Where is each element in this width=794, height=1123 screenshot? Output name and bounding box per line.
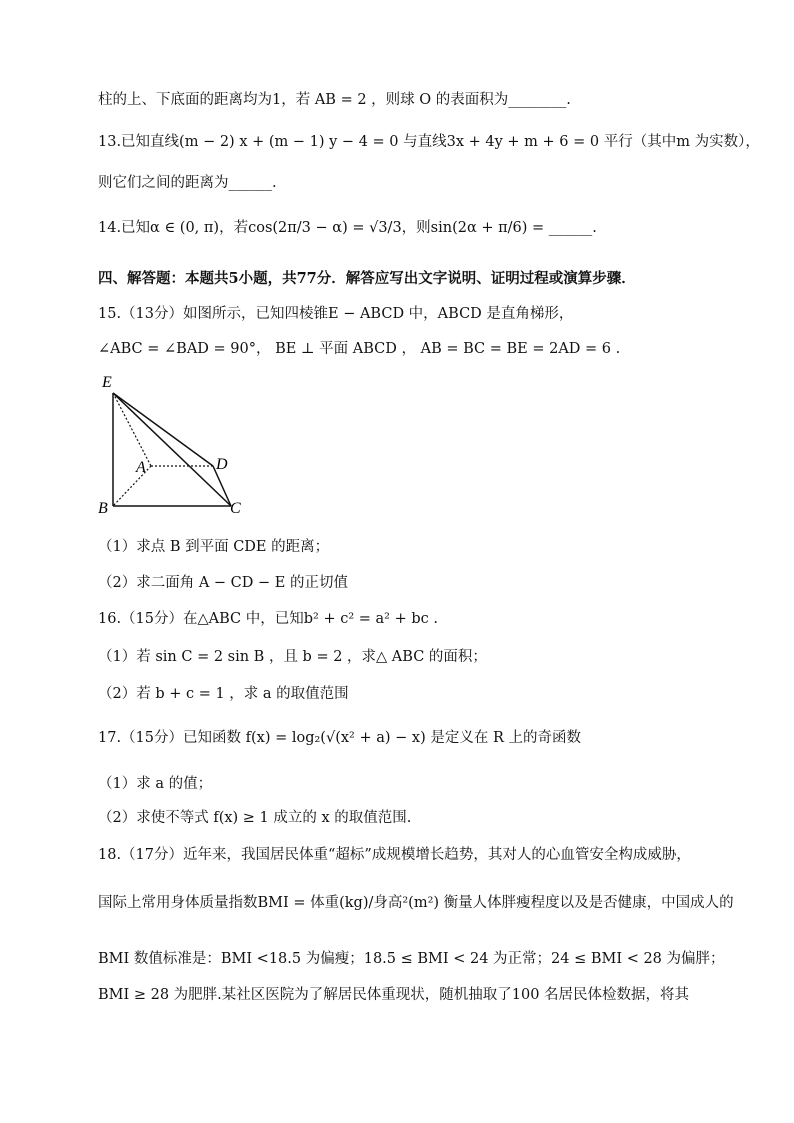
question-16-part-1: （1）若 sin C = 2 sin B ，且 b = 2 ，求△ ABC 的面积； <box>98 649 487 665</box>
edge-EC <box>113 393 231 506</box>
question-18-line-2: 国际上常用身体质量指数BMI = 体重(kg)/身高²(m²) 衡量人体胖瘦程度以及是否健康，中国成人的 <box>98 895 734 911</box>
question-15-line-2: ∠ABC = ∠BAD = 90°， BE ⊥ 平面 ABCD ， AB = BC = BE = 2AD = 6 . <box>98 341 621 357</box>
question-16: 16.（15分）在△ABC 中，已知b² + c² = a² + bc . <box>98 611 438 627</box>
question-18-line-4: BMI ≥ 28 为肥胖.某社区医院为了解居民体重现状，随机抽取了100 名居民体检数据，将其 <box>98 987 690 1003</box>
question-14: 14.已知α ∈ (0, π)，若cos(2π/3 − α) = √3/3，则sin(2α + π/6) = ______. <box>98 220 597 236</box>
question-18-line-3: BMI 数值标准是：BMI <18.5 为偏瘦；18.5 ≤ BMI < 24 为正常；24 ≤ BMI < 28 为偏胖； <box>98 951 725 967</box>
question-18-line-1: 18.（17分）近年来，我国居民体重“超标”成规模增长趋势，其对人的心血管安全构成威胁， <box>98 847 691 863</box>
question-16-part-2: （2）若 b + c = 1 ，求 a 的取值范围 <box>98 686 349 702</box>
question-15-part-1: （1）求点 B 到平面 CDE 的距离； <box>98 539 330 555</box>
label-E: E <box>102 374 112 391</box>
section-4-heading: 四、解答题：本题共5小题，共77分．解答应写出文字说明、证明过程或演算步骤． <box>98 270 636 287</box>
question-13-line-2: 则它们之间的距离为______. <box>98 175 277 191</box>
question-17-part-2: （2）求使不等式 f(x) ≥ 1 成立的 x 的取值范围. <box>98 810 412 826</box>
label-C: C <box>230 500 241 517</box>
line-1: 柱的上、下底面的距离均为1，若 AB = 2 ，则球 O 的表面积为________. <box>98 92 571 108</box>
label-D: D <box>216 456 228 473</box>
edge-ED <box>113 393 213 466</box>
label-B: B <box>98 500 108 517</box>
question-17: 17.（15分）已知函数 f(x) = log₂(√(x² + a) − x) 是定义在 R 上的奇函数 <box>98 730 581 746</box>
question-15-line-1: 15.（13分）如图所示，已知四棱锥E − ABCD 中，ABCD 是直角梯形， <box>98 306 574 322</box>
question-17-part-1: （1）求 a 的值； <box>98 776 213 792</box>
question-15-part-2: （2）求二面角 A − CD − E 的正切值 <box>98 575 348 591</box>
edge-EA <box>113 393 151 466</box>
question-13-line-1: 13.已知直线(m − 2) x + (m − 1) y − 4 = 0 与直线3x + 4y + m + 6 = 0 平行（其中m 为实数）， <box>98 134 760 150</box>
label-A: A <box>136 459 146 476</box>
pyramid-figure <box>96 372 256 526</box>
